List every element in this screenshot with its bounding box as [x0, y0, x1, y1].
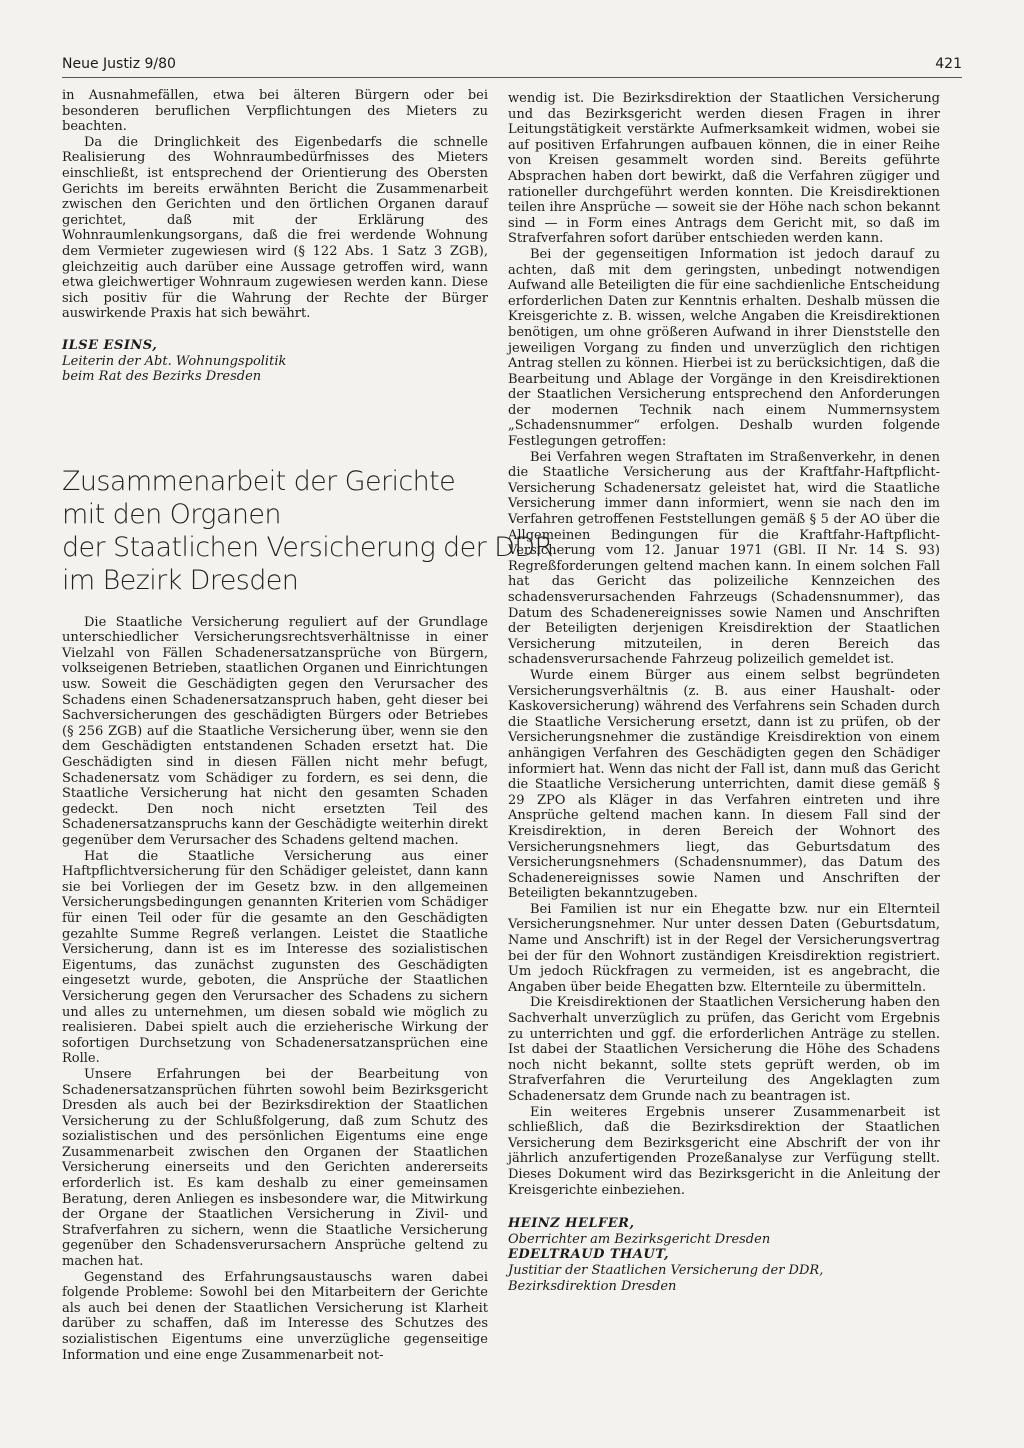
right-column [508, 91, 940, 1294]
paragraph: Wurde einem Bürger aus einem selbst begründeten Versicherungsverhältnis (z. B. aus einer Haushalt- oder Kaskoversicherung) während des Verfahrens sein Schaden durch die Staatliche Versicherung ersetzt, dann ist zu prüfen, ob der Versicherungsnehmer die zuständige Kreisdirektion von einem anhängigen Verfahren des Geschädigten gegen den Schädiger informiert hat. Wenn das nicht der Fall ist, dann muß das Gericht die Staatliche Versicherung unterrichten, damit diese gemäß § 29 ZPO als Kläger in das Verfahren eintreten und ihre Ansprüche geltend machen kann. In diesem Fall sind der Kreisdirektion, in deren Bereich der Wohnort des Versicherungsnehmers liegt, das Geburtsdatum des Versicherungsnehmers (Schadensnummer), das Datum des Schadenereignisses sowie Namen und Anschriften der Beteiligten bekanntzugeben. [508, 667, 940, 902]
paragraph: Ein weiteres Ergebnis unserer Zusammenarbeit ist schließlich, daß die Bezirksdirektion der Staatlichen Versicherung dem Bezirksgericht eine Abschrift der von ihr jährlich anzufertigenden Prozeßanalyse zur Verfügung stellt. Dieses Dokument wird das Bezirksgericht in die Anleitung der Kreisgerichte einbeziehen. [508, 1104, 940, 1198]
paragraph: Unsere Erfahrungen bei der Bearbeitung von Schadenersatzansprüchen führten sowohl beim Bezirksgericht Dresden als auch bei der Bezirksdirektion der Staatlichen Versicherung zu der Schlußfolgerung, daß zum Schutz des sozialistischen und des persönlichen Eigentums eine enge Zusammenarbeit zwischen den Organen der Staatlichen Versicherung einerseits und den Gerichten andererseits erforderlich ist. Es kam deshalb zu einer gemeinsamen Beratung, deren Anliegen es insbesondere war, die Mitwirkung der Organe der Staatlichen Versicherung in Zivil- und Strafverfahren zu sichern, wenn die Staatliche Versicherung gegenüber den Schadensverursachern Ansprüche geltend zu machen hat. [62, 1066, 488, 1270]
paragraph: Da die Dringlichkeit des Eigenbedarfs die schnelle Realisierung des Wohnraumbedürfnisses des Mieters einschließt, ist entsprechend der Orientierung des Obersten Gerichts im bereits erwähnten Bericht die Zusammenarbeit zwischen den Gerichten und den örtlichen Organen darauf gerichtet, daß mit der Erklärung des Wohnraumlenkungsorgans, daß die frei werdende Wohnung dem Vermieter zugewiesen wird (§ 122 Abs. 1 Satz 3 ZGB), gleichzeitig auch darüber eine Aussage getroffen wird, wann etwa gleichwertiger Wohnraum zugewiesen werden kann. Diese sich positiv für die Wahrung der Rechte der Bürger auswirkende Praxis hat sich bewährt. [62, 134, 488, 322]
paragraph: wendig ist. Die Bezirksdirektion der Staatlichen Versicherung und das Bezirksgericht werden diesen Fragen in ihrer Leitungstätigkeit verstärkte Aufmerksamkeit widmen, wobei sie auf positiven Erfahrungen aufbauen können, die in einer Reihe von Kreisen gesammelt worden sind. Bereits geführte Absprachen haben dort bewirkt, daß die Verfahren zügiger und rationeller durchgeführt werden konnten. Die Kreisdirektionen teilen ihre Ansprüche — soweit sie der Höhe nach schon bekannt sind — in Form eines Antrags dem Gericht mit, so daß im Strafverfahren sofort darüber entschieden werden kann. [508, 91, 940, 247]
article-title-line: mit den Organen [62, 498, 281, 530]
header-rule [62, 77, 962, 78]
author-role: Leiterin der Abt. Wohnungspolitik [62, 353, 287, 369]
journal-issue: Neue Justiz 9/80 [62, 56, 176, 72]
author-name: ILSE ESINS, [62, 337, 158, 353]
article-title-line: Zusammenarbeit der Gerichte [62, 465, 456, 497]
paragraph: Bei Verfahren wegen Straftaten im Straßenverkehr, in denen die Staatliche Versicherung aus der Kraftfahr-Haftpflicht-Versicherung Schadenersatz geleistet hat, wird die Staatliche Versicherung immer dann informiert, wenn sie nach den im Verfahren getroffenen Feststellungen gemäß § 5 der AO über die Allgemeinen Bedingungen für die Kraftfahr-Haftpflicht-Versicherung vom 12. Januar 1971 (GBl. II Nr. 14 S. 93) Regreßforderungen geltend machen kann. In einem solchen Fall hat das Gericht das polizeiliche Kennzeichen des schadensverursachenden Fahrzeugs (Schadensnummer), das Datum des Schadenereignisses sowie Namen und Anschriften der Beteiligten derjenigen Kreisdirektion der Staatlichen Versicherung mitzuteilen, in deren Bereich das schadensverursachende Fahrzeug polizeilich gemeldet ist. [508, 449, 940, 668]
paragraph: Bei der gegenseitigen Information ist jedoch darauf zu achten, daß mit dem geringsten, unbedingt notwendigen Aufwand alle Beteiligten die für eine sachdienliche Entscheidung erforderlichen Daten zur Kenntnis erhalten. Deshalb müssen die Kreisgerichte z. B. wissen, welche Angaben die Kreisdirektionen benötigen, um ohne größeren Aufwand in ihrer Dienststelle den jeweiligen Vorgang zu finden und unverzüglich den richtigen Antrag stellen zu können. Hierbei ist zu berücksichtigen, daß die Bearbeitung und Ablage der Vorgänge in den Kreisdirektionen der Staatlichen Versicherung entsprechend den Anforderungen der modernen Technik nach einem Nummernsystem „Schadensnummer“ erfolgen. Deshalb wurden folgende Festlegungen getroffen: [508, 246, 940, 450]
paragraph: Die Kreisdirektionen der Staatlichen Versicherung haben den Sachverhalt unverzüglich zu prüfen, das Gericht vom Ergebnis zu unterrichten und ggf. die erforderlichen Anträge zu stellen. Ist dabei der Staatlichen Versicherung die Höhe des Schadens noch nicht bekannt, sollte stets geprüft werden, ob im Strafverfahren die Verurteilung des Angeklagten zum Schadenersatz dem Grunde nach zu beantragen ist. [508, 995, 940, 1104]
author-signature [508, 1247, 940, 1294]
author-affiliation: beim Rat des Bezirks Dresden [62, 369, 262, 385]
article-title-line: der Staatlichen Versicherung der DDR [62, 531, 553, 563]
author-signature [508, 1216, 940, 1247]
page-header [62, 56, 962, 78]
paragraph: in Ausnahmefällen, etwa bei älteren Bürgern oder bei besonderen beruflichen Verpflichtungen des Mieters zu beachten. [62, 88, 488, 135]
author-name: HEINZ HELFER, [508, 1216, 635, 1232]
author-name: EDELTRAUD THAUT, [508, 1247, 670, 1263]
article-title [62, 465, 553, 597]
page-number: 421 [935, 56, 962, 72]
article-title-line: im Bezirk Dresden [62, 564, 299, 596]
author-signature [62, 338, 488, 385]
author-role: Oberrichter am Bezirksgericht Dresden [508, 1231, 771, 1247]
paragraph: Gegenstand des Erfahrungsaustauschs waren dabei folgende Probleme: Sowohl bei den Mitarbeitern der Gerichte als auch bei denen der Staatlichen Versicherung ist Klarheit darüber zu schaffen, daß im Interesse des Schutzes des sozialistischen Eigentums eine unverzügliche gegenseitige Information und eine enge Zusammenarbeit not- [62, 1269, 488, 1363]
paragraph: Die Staatliche Versicherung reguliert auf der Grundlage unterschiedlicher Versicherungsrechtsverhältnisse in einer Vielzahl von Fällen Schadenersatzansprüche von Bürgern, volkseigenen Betrieben, staatlichen Organen und Einrichtungen usw. Soweit die Geschädigten gegen den Verursacher des Schadens einen Schadenersatzanspruch haben, geht dieser bei Sachversicherungen des geschädigten Bürgers oder Betriebes (§ 256 ZGB) auf die Staatliche Versicherung über, wenn sie den dem Geschädigten entstandenen Schaden ersetzt hat. Die Geschädigten sind in diesen Fällen nicht mehr befugt, Schadenersatz vom Schädiger zu fordern, es sei denn, die Staatliche Versicherung hat nicht den gesamten Schaden gedeckt. Den noch nicht ersetzten Teil des Schadenersatzanspruchs kann der Geschädigte weiterhin direkt gegenüber dem Verursacher des Schadens geltend machen. [62, 614, 488, 848]
paragraph: Hat die Staatliche Versicherung aus einer Haftpflichtversicherung für den Schädiger geleistet, dann kann sie bei Vorliegen der im Gesetz bzw. in den allgemeinen Versicherungsbedingungen genannten Kriterien vom Schädiger für einen Teil oder für die gesamte an den Geschädigten gezahlte Summe Regreß verlangen. Leistet die Staatliche Versicherung, dann ist es im Interesse des sozialistischen Eigentums, das zunächst zugunsten des Geschädigten eingesetzt wurde, geboten, die Ansprüche der Staatlichen Versicherung gegen den Verursacher des Schadens zu sichern und alles zu unternehmen, um diesen sobald wie möglich zu realisieren. Dabei spielt auch die erzieherische Wirkung der sofortigen Durchsetzung von Schadenersatzansprüchen eine Rolle. [62, 848, 488, 1067]
author-role: Justitiar der Staatlichen Versicherung der DDR, [508, 1262, 824, 1278]
author-affiliation: Bezirksdirektion Dresden [508, 1278, 677, 1294]
left-column [62, 88, 553, 1363]
paragraph: Bei Familien ist nur ein Ehegatte bzw. nur ein Elternteil Versicherungsnehmer. Nur unter dessen Daten (Geburtsdatum, Name und Anschrift) ist in der Regel der Versicherungsvertrag bei der für den Wohnort zuständigen Kreisdirektion registriert. Um jedoch Rückfragen zu vermeiden, ist es angebracht, die Angaben über beide Ehegatten bzw. Elternteile zu übermitteln. [508, 901, 940, 995]
